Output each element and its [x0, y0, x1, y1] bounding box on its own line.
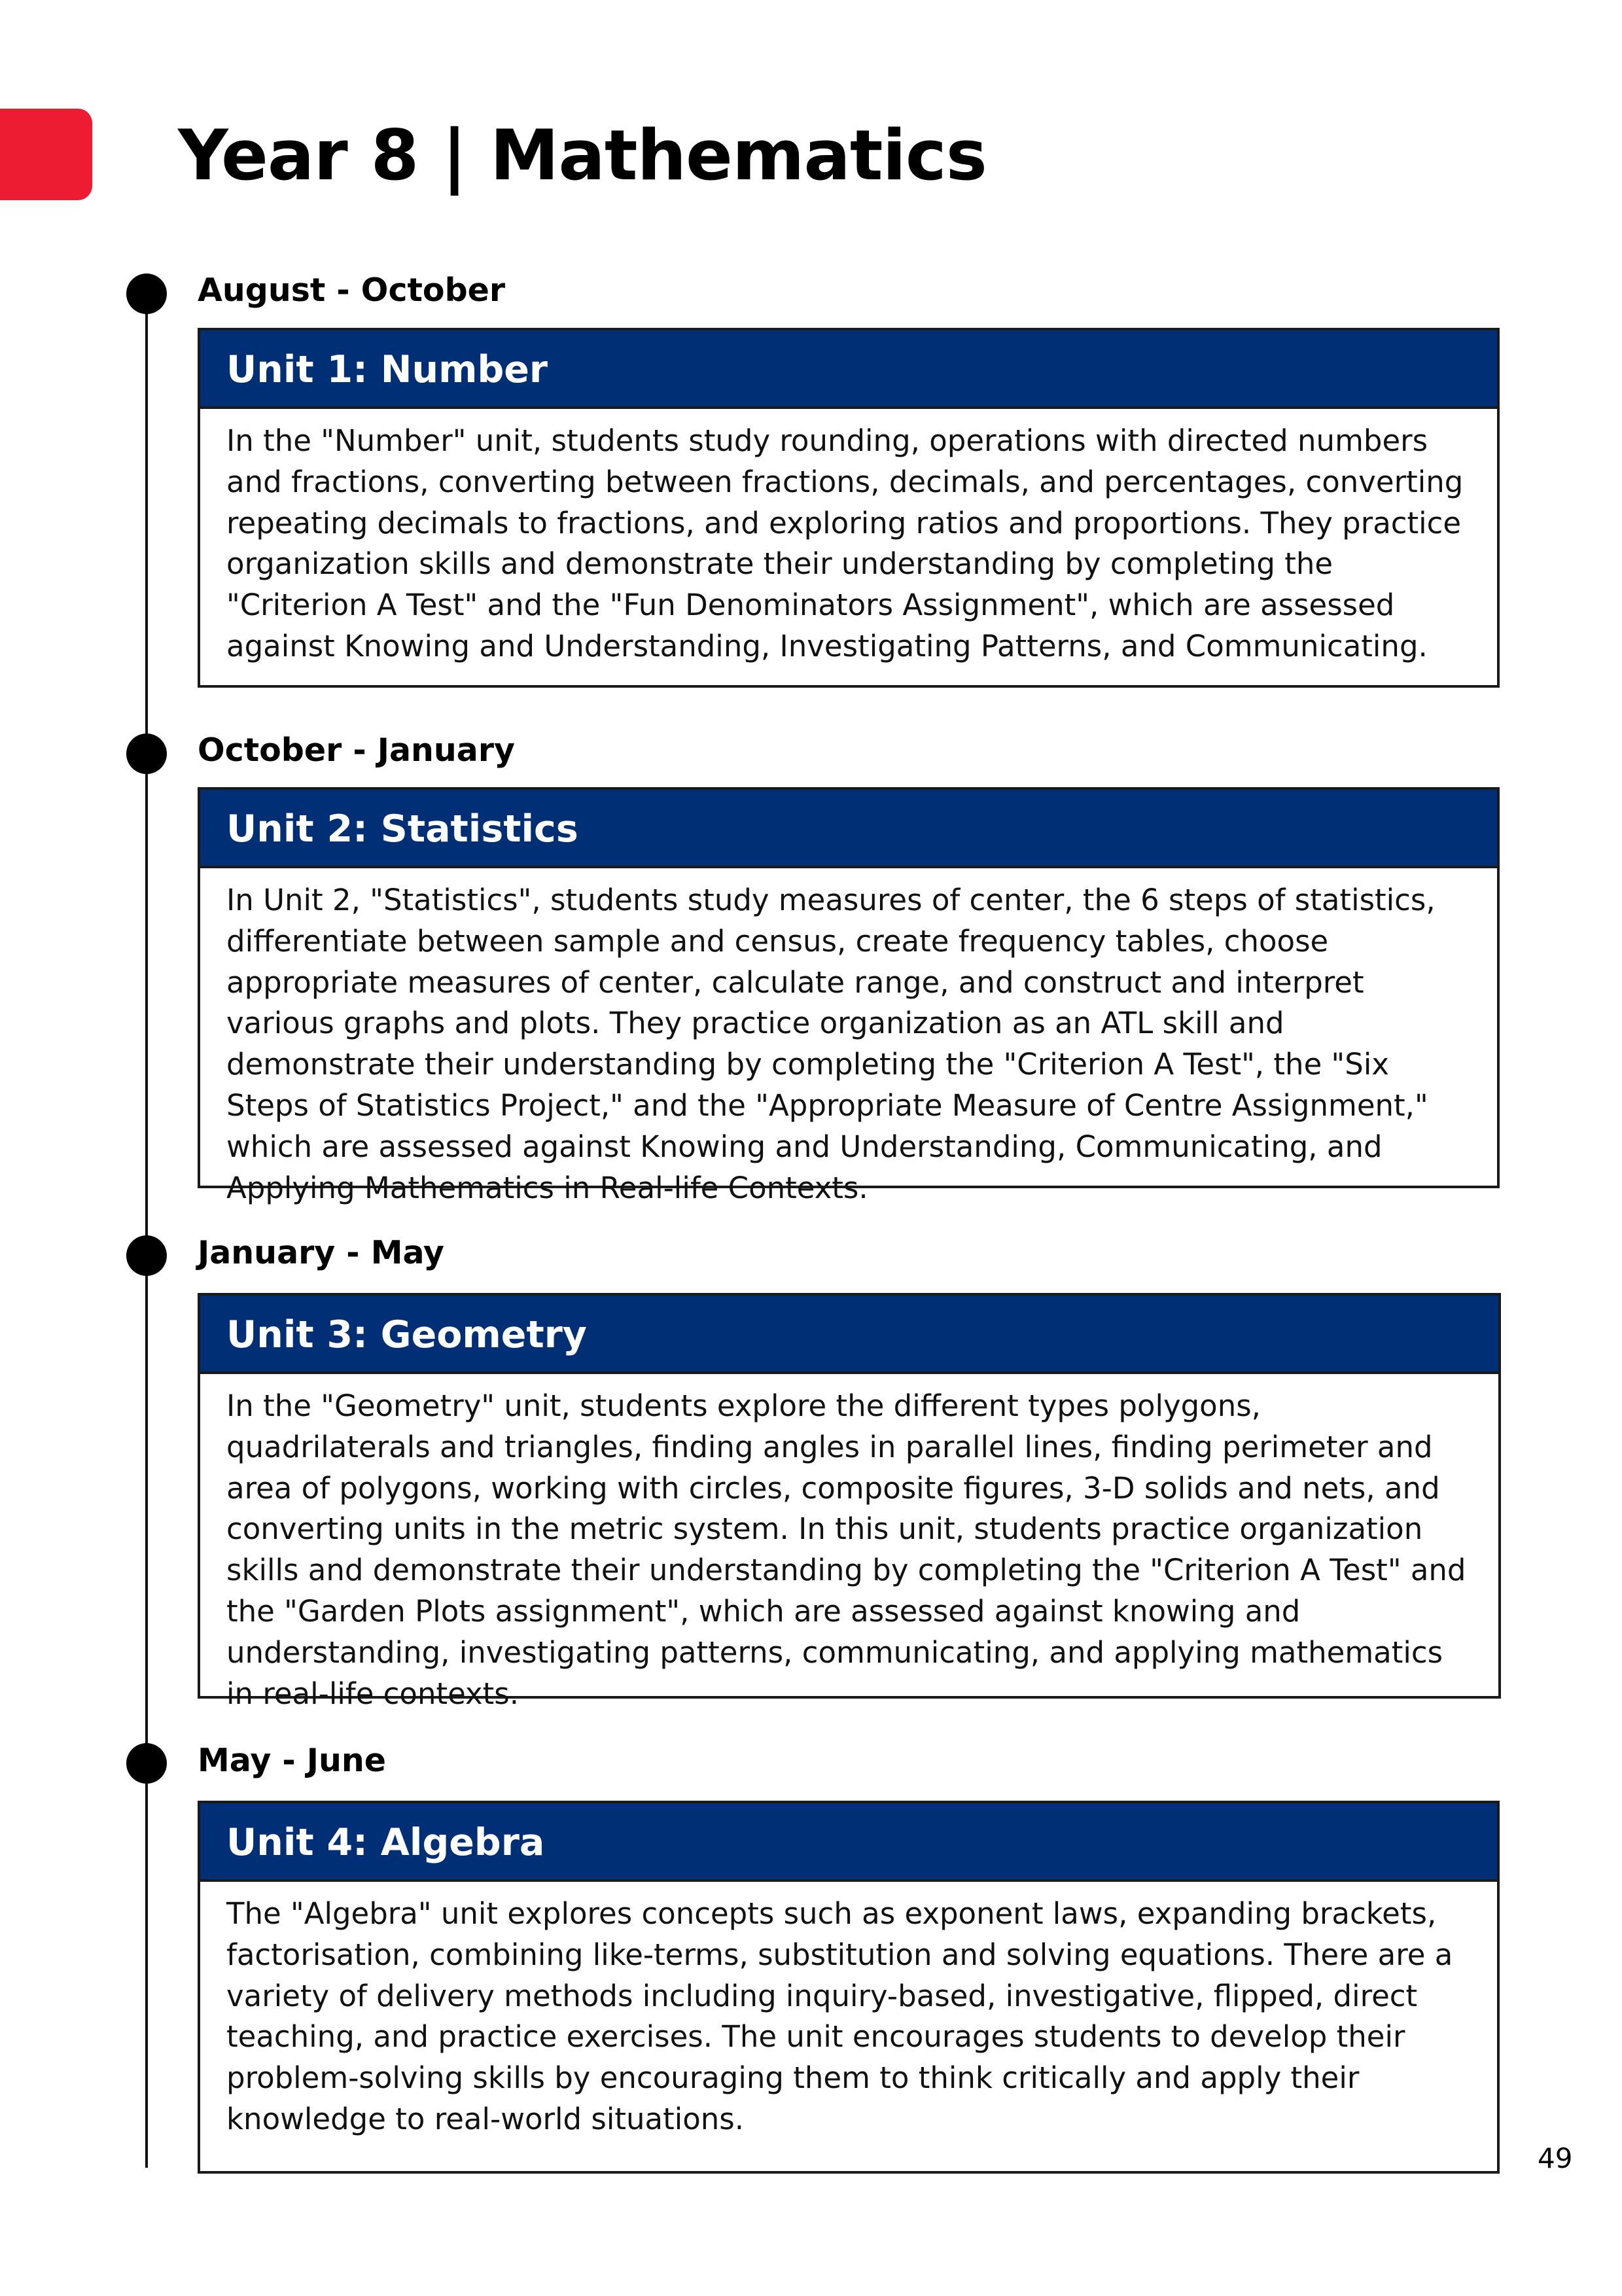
- unit-title: Unit 2: Statistics: [200, 790, 1497, 868]
- period-label: August - October: [198, 272, 506, 309]
- page-number: 49: [1538, 2142, 1573, 2174]
- unit-card: [198, 787, 1500, 1205]
- timeline-dot: [126, 274, 167, 314]
- period-label: January - May: [198, 1234, 444, 1271]
- timeline-line: [145, 293, 148, 2168]
- timeline-dot: [126, 1235, 167, 1276]
- unit-title: Unit 3: Geometry: [200, 1296, 1498, 1374]
- period-label: October - January: [198, 732, 515, 769]
- timeline-dot: [126, 1743, 167, 1784]
- page-title: Year 8 | Mathematics: [178, 115, 987, 196]
- unit-title: Unit 4: Algebra: [200, 1803, 1497, 1882]
- section-color-tab: [0, 109, 92, 200]
- unit-description: The "Algebra" unit explores concepts such as exponent laws, expanding brackets, factorisation, combining like-terms, substitution and solving equations. There are a variety of delivery methods including inquiry-based, investigative, flipped, direct teaching, and practice exercises. The unit encourages students to develop their problem-solving skills by encouraging them to think critically and apply their knowledge to real-world situations.: [226, 1896, 1453, 2136]
- unit-card: [198, 1801, 1500, 2174]
- unit-card: [198, 328, 1500, 688]
- unit-description: In the "Number" unit, students study rounding, operations with directed numbers and fractions, converting between fractions, decimals, and percentages, converting repeating decimals to fractions, and exploring ratios and proportions. They practice organization skills and demonstrate their understanding by completing the "Criterion A Test" and the "Fun Denominators Assignment", which are assessed against Knowing and Understanding, Investigating Patterns, and Communicating.: [226, 423, 1464, 663]
- unit-description: In the "Geometry" unit, students explore the different types polygons, quadrilaterals and triangles, finding angles in parallel lines, finding perimeter and area of polygons, working with circles, composite figures, 3-D solids and nets, and converting units in the metric system. In this unit, students practice organization skills and demonstrate their understanding by completing the "Criterion A Test" and the "Garden Plots assignment", which are assessed against knowing and understanding, investigating patterns, communicating, and applying mathematics in real-life contexts.: [226, 1388, 1466, 1711]
- unit-description: In Unit 2, "Statistics", students study measures of center, the 6 steps of statistics, differentiate between sample and census, create frequency tables, choose appropriate measures of center, calculate range, and construct and interpret various graphs and plots. They practice organization as an ATL skill and demonstrate their understanding by completing the "Criterion A Test", the "Six Steps of Statistics Project," and the "Appropriate Measure of Centre Assignment," which are assessed against Knowing and Understanding, Communicating, and Applying Mathematics in Real-life Contexts.: [226, 883, 1436, 1205]
- unit-title: Unit 1: Number: [200, 330, 1497, 409]
- period-label: May - June: [198, 1742, 386, 1779]
- unit-card: [198, 1293, 1501, 1711]
- timeline-dot: [126, 733, 167, 774]
